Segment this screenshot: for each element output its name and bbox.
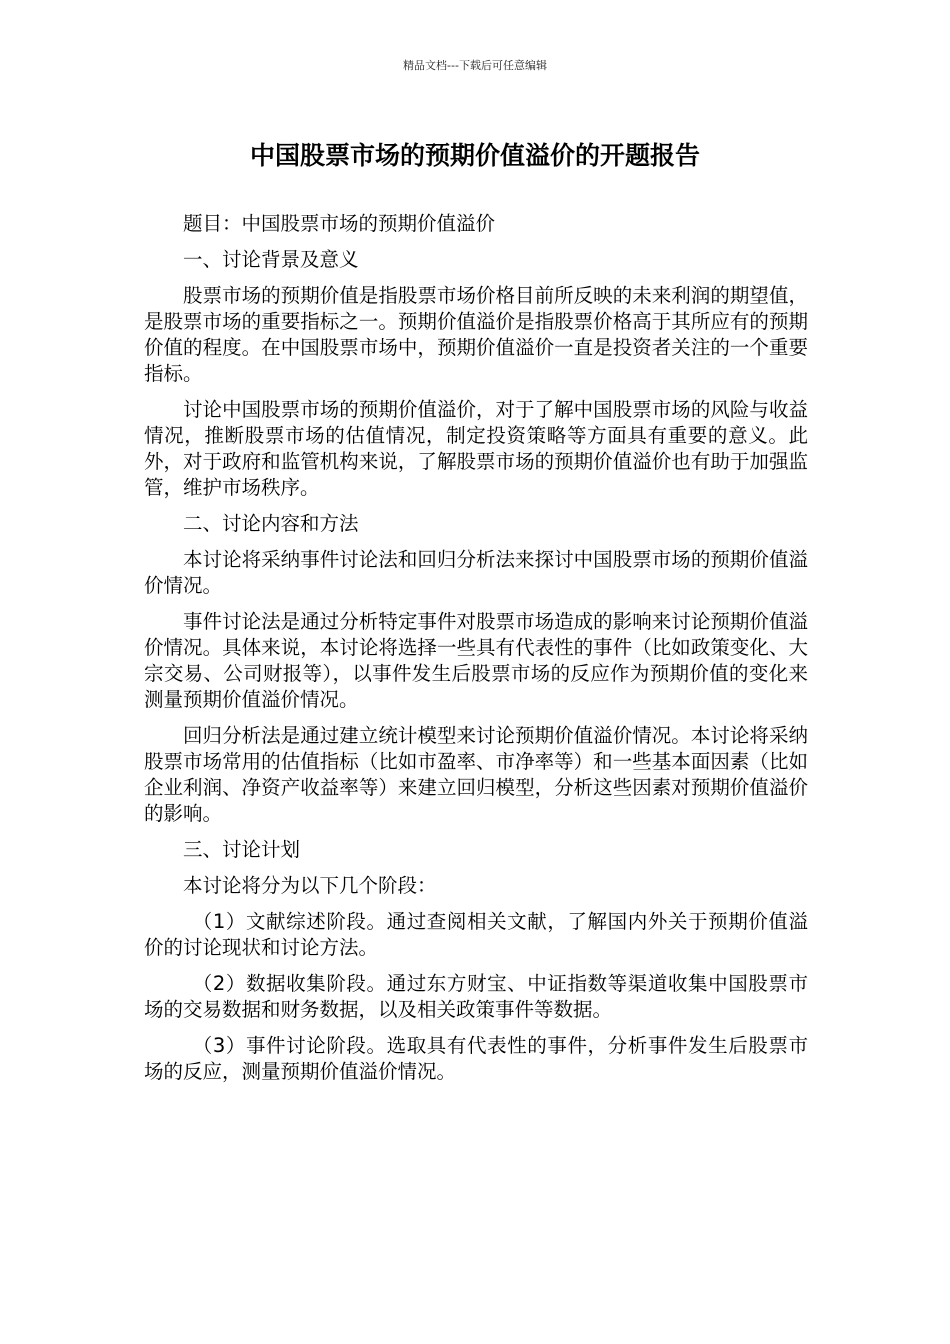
section-heading-plan: 三、讨论计划 [183, 838, 301, 861]
plan-item-data: （2）数据收集阶段。通过东方财宝、中证指数等渠道收集中国股票市场的交易数据和财务数据，以及相关政策事件等数据。 [144, 972, 808, 1021]
plan-item-literature: （1）文献综述阶段。通过查阅相关文献，了解国内外关于预期价值溢价的讨论现状和讨论方法。 [144, 910, 808, 959]
document-title: 中国股票市场的预期价值溢价的开题报告 [249, 141, 700, 170]
paragraph-event-study: 事件讨论法是通过分析特定事件对股票市场造成的影响来讨论预期价值溢价情况。具体来说，本讨论将选择一些具有代表性的事件（比如政策变化、大宗交易、公司财报等），以事件发生后股票市场的反应作为预期价值的变化来测量预期价值溢价情况。 [144, 610, 808, 711]
section-heading-background: 一、讨论背景及意义 [183, 248, 359, 271]
document-body [144, 211, 808, 1095]
header-note: 精品文档---下载后可任意编辑 [403, 59, 547, 72]
paragraph-regression: 回归分析法是通过建立统计模型来讨论预期价值溢价情况。本讨论将采纳股票市场常用的估值指标（比如市盈率、市净率等）和一些基本面因素（比如企业利润、净资产收益率等）来建立回归模型，分析这些因素对预期价值溢价的影响。 [144, 724, 808, 825]
paragraph-significance: 讨论中国股票市场的预期价值溢价，对于了解中国股票市场的风险与收益情况，推断股票市场的估值情况，制定投资策略等方面具有重要的意义。此外，对于政府和监管机构来说，了解股票市场的预期价值溢价也有助于加强监管，维护市场秩序。 [144, 398, 808, 499]
topic-line: 题目：中国股票市场的预期价值溢价 [183, 212, 496, 235]
paragraph-plan-intro: 本讨论将分为以下几个阶段： [183, 874, 437, 897]
section-heading-methods: 二、讨论内容和方法 [183, 512, 359, 535]
paragraph-definition: 股票市场的预期价值是指股票市场价格目前所反映的未来利润的期望值，是股票市场的重要指标之一。预期价值溢价是指股票价格高于其所应有的预期价值的程度。在中国股票市场中，预期价值溢价一直是投资者关注的一个重要指标。 [144, 284, 808, 385]
paragraph-methods-overview: 本讨论将采纳事件讨论法和回归分析法来探讨中国股票市场的预期价值溢价情况。 [144, 548, 808, 597]
plan-item-event: （3）事件讨论阶段。选取具有代表性的事件，分析事件发生后股票市场的反应，测量预期价值溢价情况。 [144, 1034, 808, 1083]
